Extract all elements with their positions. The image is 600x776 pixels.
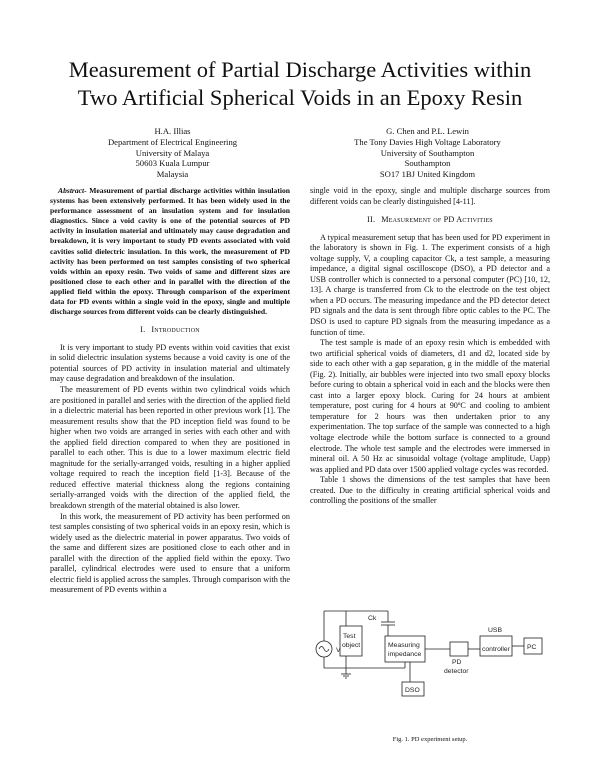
author-affiliation: University of Malaya [135, 147, 210, 158]
abstract [50, 186, 290, 317]
label-usb: USB [488, 627, 502, 634]
label-test: Test [343, 633, 356, 640]
right-column [310, 186, 550, 507]
left-column [50, 186, 290, 596]
section-heading-2 [310, 215, 550, 226]
author-affiliation: SO17 1BJ United Kingdom [379, 169, 476, 180]
title-line-2: Two Artificial Spherical Voids in an Epoxy Resin [77, 85, 523, 110]
label-controller: controller [482, 646, 510, 653]
title-line-1: Measurement of Partial Discharge Activities within [68, 57, 532, 82]
paragraph-continuation: single void in the epoxy, single and multiple discharge sources from different voids can be clearly distinguished [4-11]. [310, 186, 550, 206]
section-heading-1 [50, 325, 290, 336]
author-affiliation: Department of Electrical Engineering [107, 136, 238, 147]
pd-detector-box [450, 642, 468, 656]
paragraph: A typical measurement setup that has been used for PD experiment in the laboratory is shown in Fig. 1. The experiment consists of a high voltage supply, V, a coupling capacitor Ck, a test sample, a measuring impedance, a digital signal oscilloscope (DSO), a PD detector and a USB controller which is connected to a personal computer (PC) [10, 12, 13]. A charge is transferred from Ck to the electrode on the test object when a PD occurs. The measuring impedance and the PD detector detect PD signals and the data is sent through fibre optic cables to the PC. The DSO is used to capture PD signals from the measuring impedance as a function of time. [310, 232, 550, 337]
label-source: V [336, 647, 341, 654]
author-affiliation: The Tony Davies High Voltage Laboratory [354, 136, 501, 147]
paragraph: It is very important to study PD events within void cavities that exist in solid dielectric insulation systems because a void cavity is one of the potential sources of PD activity in insulation material and ultimately may cause degradation and breakdown of the insulation. [50, 342, 290, 384]
abstract-label: Abstract- [58, 186, 87, 195]
label-measuring: Measuring [388, 642, 420, 649]
author-affiliation: 50603 Kuala Lumpur [135, 158, 210, 169]
section-number: II. [367, 215, 376, 225]
author-block-2 [315, 126, 540, 180]
label-impedance: impedance [388, 651, 422, 658]
paragraph: Table 1 shows the dimensions of the test samples that have been created. Due to the difficulty in creating artificial spherical voids and controlling the positions of the smaller [310, 475, 550, 506]
figure-caption: Fig. 1. PD experiment setup. [392, 736, 468, 743]
author-affiliation: Malaysia [156, 169, 189, 180]
label-capacitor: Ck [368, 615, 377, 622]
test-object-box [340, 626, 362, 656]
paragraph: In this work, the measurement of PD activity has been performed on test samples consisting of two spherical voids in an epoxy resin, which is widely used as the dielectric material in power apparatus. Two voids of the same and different sizes are positioned close to each other and in parallel with the direction of the applied field within the epoxy. Two parallel, cylindrical electrodes were used to ensure that a uniform electric field is applied across the samples. Through comparison with the measurement of PD events within a [50, 511, 290, 595]
section-title: Measurement of PD Activities [381, 215, 493, 225]
figure-pd-setup [310, 596, 550, 746]
paper-title [40, 56, 560, 112]
abstract-text: Measurement of partial discharge activities within insulation systems has been extensively performed. It has been widely used in the performance assessment of an insulation system and for insulation diagnostics. Since a void cavity is one of the potential sources of PD activity in insulation material and ultimately may cause degradation and breakdown, it is very important to study PD events associated with void cavities solid dielectric insulation. In this work, the measurement of PD activity has been performed on test samples consisting of two spherical voids within an epoxy resin. Two voids of same and different sizes are positioned close to each other and in parallel with the direction of the applied field within the epoxy. Through comparison of the experiment data for PD events within a single void in the epoxy, single and multiple discharge sources from different voids can be clearly distinguished. [50, 186, 290, 317]
measuring-impedance-box [385, 636, 425, 662]
author-block-1 [60, 126, 285, 180]
label-object: object [342, 642, 361, 649]
section-number: I. [140, 325, 146, 335]
label-pc: PC [527, 644, 537, 651]
author-affiliation: University of Southampton [380, 147, 475, 158]
label-detector: detector [444, 668, 469, 675]
section-title: Introduction [151, 325, 200, 335]
author-name: G. Chen and P.L. Lewin [386, 126, 469, 136]
label-dso: DSO [405, 687, 420, 694]
circuit-diagram [310, 596, 550, 736]
paragraph: The test sample is made of an epoxy resin which is embedded with two artificial spherical voids of diameters, d1 and d2, located side by side to each other with a gap separation, g in the middle of the material (Fig. 2). Initially, air bubbles were injected into two small epoxy blocks before curing to obtain a spherical void in each and the blocks were then cast into a larger epoxy block. Curing for 24 hours at ambient temperature, post curing for 4 hours at 90ºC and cooling to ambient temperature for 2 hours was then undertaken prior to any experimentation. The top surface of the sample was connected to a high voltage electrode while the bottom surface is connected to a ground electrode. The whole test sample and the electrodes were immersed in mineral oil. A 50 Hz ac sinusoidal voltage (voltage amplitude, Uapp) was applied and PD data over 1500 applied voltage cycles was recorded. [310, 338, 550, 474]
author-name: H.A. Illias [154, 126, 191, 136]
label-pd: PD [452, 659, 462, 666]
paragraph: The measurement of PD events within two cylindrical voids which are positioned in parallel and series with the direction of the applied field in a dielectric material has been reported in other previous work [1]. The measurement results show that the PD inception field was found to be higher when two voids are arranged in series with each other and with the applied field direction compared to when they are positioned in parallel to each other. This is due to a lower maximum electric field magnitude for the serially-arranged voids, resulting in a higher applied voltage required to reach the inception field [1-3]. Because of the reduced effective material thickness along the regions containing serially-arranged voids with the direction of the applied field, the breakdown strength of the material obtained is also lower. [50, 384, 290, 510]
author-affiliation: Southampton [404, 158, 451, 169]
